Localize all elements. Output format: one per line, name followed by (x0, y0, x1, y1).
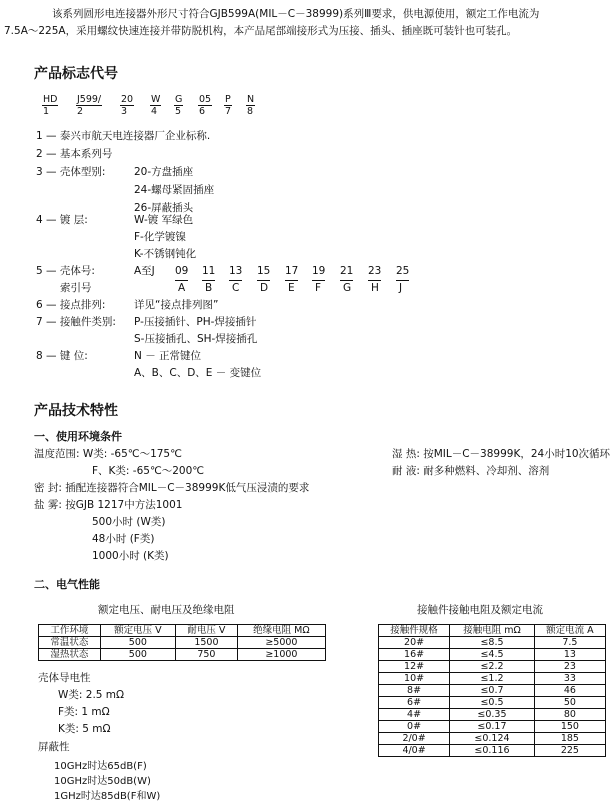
table-row (379, 673, 606, 685)
env-title: 一、使用环境条件 (34, 430, 122, 443)
code-part (224, 94, 232, 117)
env-line: 1000小时 (K类) (92, 550, 169, 562)
code-top: 05 (199, 94, 212, 105)
shell-letter: A (178, 282, 186, 294)
shell-num: 17 (285, 263, 298, 281)
table-cell: ≤0.7 (450, 685, 535, 697)
code-part (76, 94, 102, 117)
env-right-line: 湿 热: 按MIL－C－38999K，24小时10次循环 (392, 448, 611, 460)
env-right-line: 耐 液: 耐多种燃料、冷却剂、溶剂 (392, 465, 550, 477)
table-cell: ≤0.35 (450, 709, 535, 721)
table-row (39, 649, 326, 661)
table-row (379, 745, 606, 757)
table-row (379, 709, 606, 721)
item-6: 6 — 接点排列: (36, 299, 106, 311)
code-top: J599/ (77, 94, 102, 105)
shell-conductivity: K类: 5 mΩ (58, 723, 111, 735)
table-row (379, 733, 606, 745)
shell-letter: E (288, 282, 295, 294)
code-top: HD (43, 94, 58, 105)
shielding: 10GHz时达50dB(W) (54, 776, 151, 787)
contact-arrangement: 详见“接点排列图” (134, 299, 219, 311)
shell-letter: F (315, 282, 322, 294)
code-top: P (225, 94, 231, 105)
table-cell: ≤0.124 (450, 733, 535, 745)
env-line: F、K类: -65℃～200℃ (92, 465, 205, 477)
table-header: 额定电流 A (534, 625, 605, 637)
item-8: 8 — 键 位: (36, 350, 88, 362)
table-cell: ≤0.116 (450, 745, 535, 757)
table-header: 额定电压 V (100, 625, 175, 637)
table-header: 绝缘电阻 MΩ (237, 625, 325, 637)
code-top: W (151, 94, 161, 105)
shell-letter: G (343, 282, 352, 294)
table-cell: 185 (534, 733, 605, 745)
table-cell: 20# (379, 637, 450, 649)
elec-title: 二、电气性能 (34, 578, 100, 591)
table-cell: 80 (534, 709, 605, 721)
shell-letter: C (232, 282, 240, 294)
shell-num: 15 (257, 263, 270, 281)
shell-type: 24-螺母紧固插座 (134, 184, 215, 196)
code-num: 6 (199, 106, 206, 117)
table-cell: 12# (379, 661, 450, 673)
table-cell: 8# (379, 685, 450, 697)
table-header: 接触电阻 mΩ (450, 625, 535, 637)
table1-caption: 额定电压、耐电压及绝缘电阻 (98, 604, 235, 616)
table-cell: 湿热状态 (39, 649, 101, 661)
shell-conductivity: F类: 1 mΩ (58, 706, 110, 718)
shell-num: 19 (312, 263, 325, 281)
table-row (379, 649, 606, 661)
shell-type: 26-屏蔽插头 (134, 202, 194, 214)
shell-letter: J (399, 282, 403, 294)
intro-line-2: 7.5A～225A，采用螺纹快速连接并带防脱机构，本产品尾部端接形式为压接、插头、插座既可装针也可装孔。 (4, 25, 518, 37)
shielding-title: 屏蔽性 (38, 741, 70, 753)
table-cell: 7.5 (534, 637, 605, 649)
table-cell: 13 (534, 649, 605, 661)
table-cell: 150 (534, 721, 605, 733)
contact-type: S-压接插孔、SH-焊接插孔 (134, 333, 258, 345)
table-cell: 2/0# (379, 733, 450, 745)
table-cell: ≤0.5 (450, 697, 535, 709)
table-cell: 50 (534, 697, 605, 709)
shell-num: 09 (175, 263, 188, 281)
plating: F-化学镀镍 (134, 231, 186, 243)
shell-conductivity-title: 壳体导电性 (38, 672, 91, 684)
voltage-table (38, 624, 326, 661)
code-part (120, 94, 134, 117)
item-1: 1 — 泰兴市航天电连接器厂企业标称. (36, 130, 211, 142)
table-row (379, 661, 606, 673)
table-cell: 46 (534, 685, 605, 697)
shell-num: 11 (202, 263, 215, 281)
env-line: 温度范围: W类: -65℃～175℃ (34, 448, 182, 460)
shell-num: 13 (229, 263, 242, 281)
code-part (246, 94, 255, 117)
table-cell: 500 (100, 649, 175, 661)
plating: W-镀 军绿色 (134, 214, 194, 226)
table-row (39, 637, 326, 649)
table-cell: 4/0# (379, 745, 450, 757)
table-cell: ≥1000 (237, 649, 325, 661)
table-cell: ≥5000 (237, 637, 325, 649)
code-top: G (175, 94, 183, 105)
table-cell: ≤4.5 (450, 649, 535, 661)
code-part (42, 94, 58, 117)
table-cell: 常温状态 (39, 637, 101, 649)
table-cell: 6# (379, 697, 450, 709)
table-cell: 0# (379, 721, 450, 733)
env-line: 500小时 (W类) (92, 516, 166, 528)
table-cell: 750 (176, 649, 238, 661)
shell-letter: B (205, 282, 213, 294)
shell-num: 23 (368, 263, 381, 281)
code-num: 4 (151, 106, 158, 117)
table-cell: 23 (534, 661, 605, 673)
code-part (174, 94, 183, 117)
code-num: 5 (175, 106, 182, 117)
table-row (379, 697, 606, 709)
env-line: 密 封: 插配连接器符合MIL－C－38999K低气压浸渍的要求 (34, 482, 310, 494)
table-cell: ≤0.17 (450, 721, 535, 733)
table-cell: 1500 (176, 637, 238, 649)
table-cell: 10# (379, 673, 450, 685)
shell-conductivity: W类: 2.5 mΩ (58, 689, 125, 701)
table-cell: 33 (534, 673, 605, 685)
code-part (198, 94, 212, 117)
table-cell: 4# (379, 709, 450, 721)
table-cell: 500 (100, 637, 175, 649)
intro-line-1: 该系列圆形电连接器外形尺寸符合GJB599A(MIL－C－38999)系列Ⅲ要求，供电源使用，额定工作电流为 (52, 8, 540, 20)
item-7: 7 — 接触件类别: (36, 316, 116, 328)
item-3: 3 — 壳体型别: (36, 166, 106, 178)
plating: K-不锈钢钝化 (134, 248, 197, 260)
env-line: 48小时 (F类) (92, 533, 155, 545)
code-num: 1 (43, 106, 50, 117)
contact-table (378, 624, 606, 757)
code-num: 2 (77, 106, 84, 117)
code-num: 3 (121, 106, 128, 117)
shell-num: 21 (340, 263, 353, 281)
shielding: 1GHz时达85dB(F和W) (54, 791, 161, 802)
table-cell: ≤1.2 (450, 673, 535, 685)
table-cell: ≤8.5 (450, 637, 535, 649)
key-position: N － 正常键位 (134, 350, 202, 362)
code-num: 7 (225, 106, 232, 117)
table-cell: 16# (379, 649, 450, 661)
section-title-specs: 产品技术特性 (34, 403, 118, 419)
table-cell: ≤2.2 (450, 661, 535, 673)
code-part (150, 94, 161, 117)
table-row (379, 637, 606, 649)
table-header: 耐电压 V (176, 625, 238, 637)
table-header-row (39, 625, 326, 637)
shell-letter: H (371, 282, 379, 294)
table-row (379, 721, 606, 733)
env-line: 盐 雾: 按GJB 1217中方法1001 (34, 499, 183, 511)
item-4: 4 — 镀 层: (36, 214, 88, 226)
shielding: 10GHz时达65dB(F) (54, 761, 147, 772)
section-title-marking: 产品标志代号 (34, 66, 118, 82)
table-header-row (379, 625, 606, 637)
shell-letter: D (260, 282, 269, 294)
table2-caption: 接触件接触电阻及额定电流 (417, 604, 543, 616)
item-5: 5 — 壳体号: (36, 265, 95, 277)
table-row (379, 685, 606, 697)
code-num: 8 (247, 106, 254, 117)
shell-prefix: A至J (134, 265, 155, 277)
shell-num: 25 (396, 263, 409, 281)
item-2: 2 — 基本系列号 (36, 148, 113, 160)
index-label: 索引号 (60, 282, 92, 294)
table-cell: 225 (534, 745, 605, 757)
code-top: N (247, 94, 255, 105)
table-header: 接触件规格 (379, 625, 450, 637)
table-header: 工作环境 (39, 625, 101, 637)
code-top: 20 (121, 94, 134, 105)
shell-type: 20-方盘插座 (134, 166, 194, 178)
key-position: A、B、C、D、E － 变键位 (134, 367, 262, 379)
contact-type: P-压接插针、PH-焊接插针 (134, 316, 257, 328)
